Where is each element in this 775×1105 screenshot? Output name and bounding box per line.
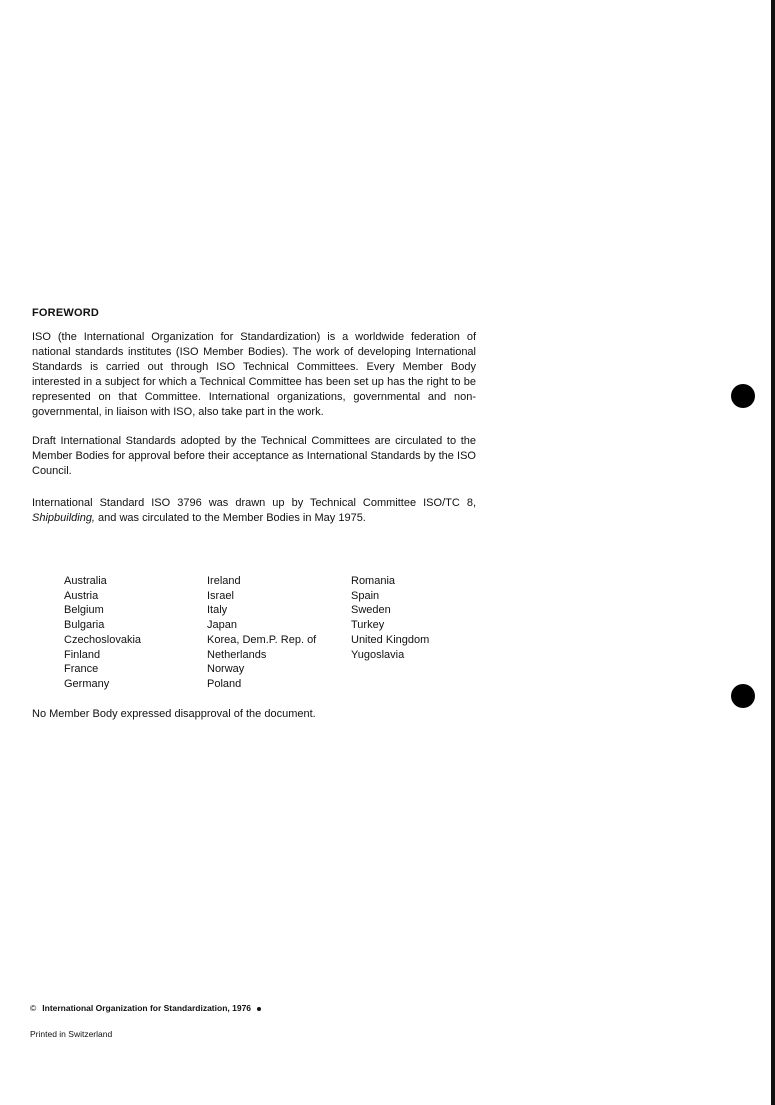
country-name: Japan — [207, 619, 237, 632]
page-edge-border — [771, 0, 775, 1105]
copyright-text: International Organization for Standardization, 1976 — [42, 1003, 252, 1013]
country-name: Germany — [64, 677, 110, 690]
committee-name-italic: Shipbuilding, — [32, 512, 95, 524]
countries-column-1 — [64, 574, 141, 692]
country-name: Romania — [351, 575, 396, 587]
country-name: Korea, Dem.P. Rep. of — [207, 633, 317, 646]
foreword-paragraph-1: ISO (the International Organization for Standardization) is a worldwide federation of national standards institutes (ISO Member Bodies). The work of developing International Standards is carried out through ISO Technical Committees. Every Member Body interested in a subject for which a Technical Committee has been set up has the right to be represented on that Committee. International organizations, governmental and non-governmental, in liaison with ISO, also take part in the work. — [32, 331, 476, 418]
country-name: Yugoslavia — [351, 648, 405, 661]
foreword-paragraph-2: Draft International Standards adopted by the Technical Committees are circulated to the Member Bodies for approval before their acceptance as International Standards by the ISO Council. — [32, 435, 476, 477]
country-name: Netherlands — [207, 648, 267, 661]
country-name: Italy — [207, 604, 228, 617]
printed-location: Printed in Switzerland — [30, 1029, 113, 1039]
country-name: France — [64, 663, 99, 676]
country-name: United Kingdom — [351, 633, 430, 646]
country-name: Sweden — [351, 604, 391, 617]
country-name: Ireland — [207, 575, 241, 587]
country-name: Poland — [207, 677, 242, 690]
country-name: Spain — [351, 589, 380, 602]
copyright-line — [30, 1003, 261, 1013]
country-name: Israel — [207, 589, 234, 602]
country-name: Turkey — [351, 619, 385, 632]
bullet-dot-icon — [257, 1007, 261, 1011]
country-name: Finland — [64, 648, 101, 661]
foreword-heading: FOREWORD — [32, 307, 99, 319]
country-name: Norway — [207, 663, 245, 676]
disapproval-statement: No Member Body expressed disapproval of the document. — [32, 708, 316, 720]
foreword-paragraph-3 — [32, 496, 476, 526]
paragraph-3-text-start: International Standard ISO 3796 was drawn up by Technical Committee ISO/TC 8, — [32, 497, 476, 509]
country-name: Belgium — [64, 604, 104, 617]
paragraph-3-text-end: and was circulated to the Member Bodies in May 1975. — [95, 512, 366, 524]
countries-column-2 — [207, 574, 316, 692]
country-name: Australia — [64, 575, 107, 587]
countries-column-3 — [351, 574, 429, 662]
copyright-icon: © — [30, 1003, 37, 1013]
country-name: Czechoslovakia — [64, 633, 142, 646]
punch-hole — [731, 684, 755, 708]
country-name: Austria — [64, 589, 99, 602]
country-name: Bulgaria — [64, 619, 105, 632]
punch-hole — [731, 384, 755, 408]
